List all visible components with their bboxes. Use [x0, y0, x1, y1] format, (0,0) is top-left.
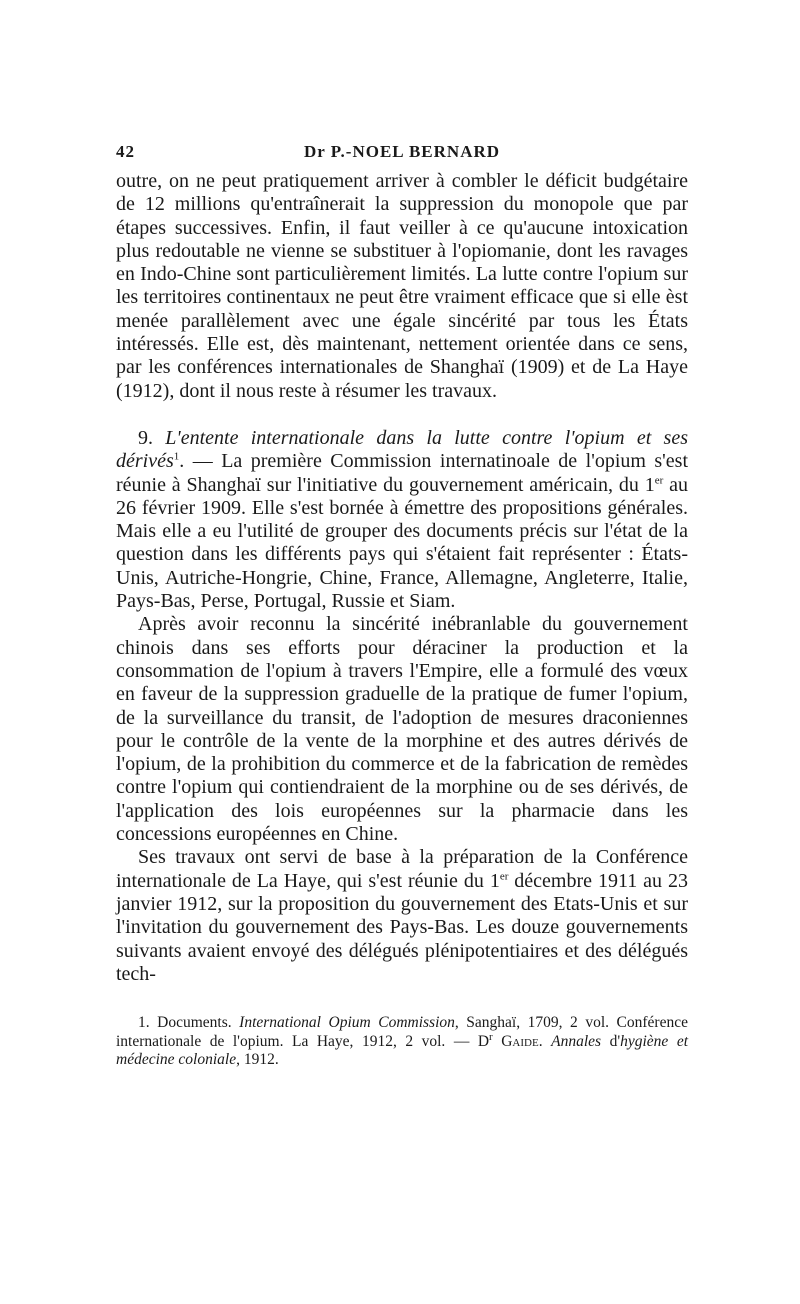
footnote-marker: 1. Documents. — [138, 1014, 240, 1032]
paragraph-continuation: outre, on ne peut pratiquement arriver à combler le déficit budgétaire de 12 millions qu'entraînerait la suppression du monopole que par étapes successives. Enfin, il faut veiller à ce qu'aucune intoxication plus redoutable ne vienne se substituer à l'opiomanie, dont les ravages en Indo-Chine sont particulièrement limités. La lutte contre l'opium sur les territoires continentaux ne peut être vraiment efficace que si elle èst menée parallèlement avec une égale sincérité par tous les États intéressés. Elle est, dès maintenant, nettement orientée dans ce sens, par les conférences internationales de Shanghaï (1909) et de La Haye (1912), dont il nous reste à résumer les travaux. — [116, 170, 688, 402]
footnote-reference: 1 — [173, 450, 180, 463]
section-9-paragraph — [116, 427, 688, 613]
footnote-title-1: International Opium Commission — [239, 1014, 455, 1032]
footnote-text-2: . — [538, 1032, 552, 1050]
footnote-author: Gaide — [501, 1032, 539, 1050]
footnote-text-4: , 1912. — [236, 1051, 279, 1069]
paragraph-4-text-a: Ses travaux ont servi de base à la préparation de la Conférence internationale de La Haye, qui s'est réunie du 1 — [116, 846, 688, 892]
footnote-1 — [116, 1014, 688, 1070]
book-page — [116, 142, 688, 1070]
paragraph-resolutions: Après avoir reconnu la sincérité inébranlable du gouvernement chinois dans ses efforts pour déraciner la production et la consommation de l'opium à travers l'Empire, elle a formulé des vœux en faveur de la suppression graduelle de la pratique de fumer l'opium, de la surveillance du transit, de l'adoption de mesures draconiennes pour le contrôle de la vente de la morphine et des autres dérivés de l'opium, de la prohibition du commerce et de la fabrication de remèdes contre l'opium qui contiendraient de la morphine ou de ses dérivés, de l'application des lois européennes sur la pharmacie dans les concessions européennes en Chine. — [116, 613, 688, 846]
section-text-a: . — La première Commission internatinoale de l'opium s'est réunie à Shanghaï sur l'initiative du gouvernement américain, du 1 — [116, 450, 688, 496]
paragraph-4-text-b: décembre 1911 au 23 janvier 1912, sur la proposition du gouvernement des Etats-Unis et sur l'invitation du gouvernement des Pays-Bas. Les douze gouvernements suivants avaient envoyé des délégués plénipotentiaires et des délégués tech- — [116, 869, 688, 985]
footnotes — [116, 1014, 688, 1070]
footnote-title-2: Annales — [551, 1032, 602, 1050]
section-text-b: au 26 février 1909. Elle s'est bornée à émettre des propositions générales. Mais elle a eu l'utilité de grouper des documents précis sur l'état de la question dans les différents pays qui s'étaient fait représenter : États-Unis, Autriche-Hongrie, Chine, France, Allemagne, Angleterre, Italie, Pays-Bas, Perse, Portugal, Russie et Siam. — [116, 473, 688, 613]
section-title: L'entente internationale dans la lutte contre l'opium et ses dérivés — [116, 426, 689, 473]
ordinal-superscript: er — [654, 473, 664, 486]
page-number: 42 — [116, 142, 135, 161]
footnote-text-3: d' — [601, 1032, 621, 1050]
body-text — [116, 170, 688, 986]
footnote-text-1: , Sanghaï, 1709, 2 vol. Conférence internationale de l'opium. La Haye, 1912, 2 vol. — D — [116, 1014, 688, 1050]
header-author: Dr P.-NOEL BERNARD — [303, 142, 501, 161]
paragraph-la-haye — [116, 846, 688, 986]
section-number: 9. — [138, 426, 153, 449]
footnote-title-3: hygiène et médecine coloniale — [116, 1032, 689, 1069]
ordinal-superscript: er — [499, 869, 509, 882]
section-gap — [116, 403, 688, 427]
running-head — [116, 142, 688, 170]
footnote-superscript: r — [489, 1030, 493, 1043]
